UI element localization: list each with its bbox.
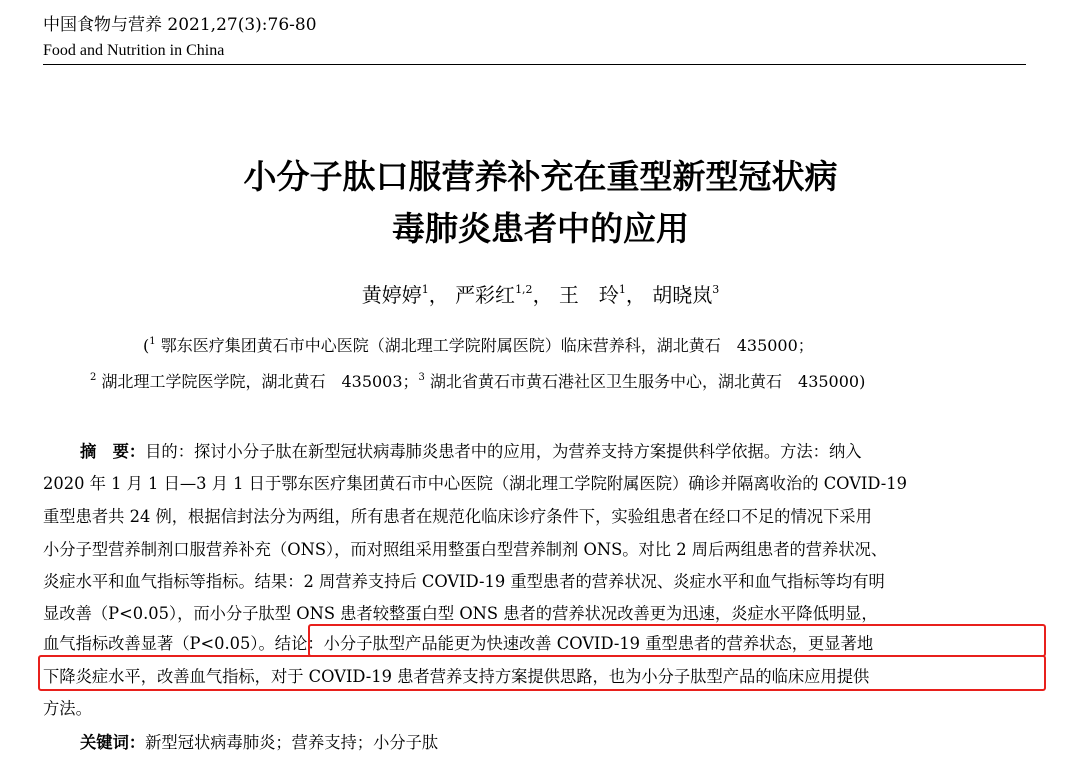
author-name: 王 玲 [558,283,619,307]
abstract-text: 目的：探讨小分子肽在新型冠状病毒肺炎患者中的应用，为营养支持方案提供科学依据。方法：纳入 [145,442,862,461]
abstract-line: 方法。 [43,699,92,718]
article-title-line1: 小分子肽口服营养补充在重型新型冠状病 [243,157,838,196]
abstract-label: 摘 要： [80,442,146,461]
abstract-line [80,438,1028,462]
keywords-text: 新型冠状病毒肺炎；营养支持；小分子肽 [145,733,439,752]
affiliation-line1 [143,333,814,356]
author-separator: ， [532,283,553,307]
author-affiliation-mark: 1 [421,283,429,296]
abstract-line: 显改善（P<0.05），而小分子肽型 ONS 患者较整蛋白型 ONS 患者的营养状况改善更为迅速，炎症水平降低明显， [43,604,878,623]
keywords-label: 关键词： [80,733,146,752]
author-separator: ， [625,283,646,307]
author-separator: ， [428,283,449,307]
affiliation-mark: 1 [149,336,156,347]
author-list [0,279,1081,308]
affiliation-text: 湖北理工学院医学院，湖北黄石 435003； [96,372,419,391]
author-name: 严彩红 [455,283,516,307]
author-name: 胡晓岚 [652,283,713,307]
abstract-line: 炎症水平和血气指标等指标。结果：2 周营养支持后 COVID-19 重型患者的营养状况、炎症水平和血气指标等均有明 [43,572,885,591]
affiliation-text: 湖北省黄石市黄石港社区卫生服务中心，湖北黄石 435000) [424,372,866,391]
author-name: 黄婷婷 [361,283,422,307]
affiliation-mark: 3 [418,372,425,383]
journal-name-en: Food and Nutrition in China [43,42,225,59]
abstract-line: 下降炎症水平，改善血气指标，对于 COVID-19 患者营养支持方案提供思路，也为小分子肽型产品的临床应用提供 [43,667,870,686]
conclusion-highlight-box [38,655,1046,691]
abstract-line: 小分子型营养制剂口服营养补充（ONS），而对照组采用整蛋白型营养制剂 ONS。对比 2 周后两组患者的营养状况、 [43,540,888,559]
journal-name-cn: 中国食物与营养 2021,27(3):76-80 [43,15,317,35]
affiliation-open-paren: ( [143,336,150,355]
abstract-line: 重型患者共 24 例，根据信封法分为两组，所有患者在规范化临床诊疗条件下，实验组患者在经口不足的情况下采用 [43,507,872,526]
author-affiliation-mark: 1,2 [515,283,533,296]
author-affiliation-mark: 1 [618,283,626,296]
abstract-line: 2020 年 1 月 1 日—3 月 1 日于鄂东医疗集团黄石市中心医院（湖北理工学院附属医院）确诊并隔离收治的 COVID-19 [43,474,907,493]
author-affiliation-mark: 3 [712,283,720,296]
affiliation-mark: 2 [90,372,97,383]
keywords-line [80,729,680,753]
affiliation-text: 鄂东医疗集团黄石市中心医院（湖北理工学院附属医院）临床营养科，湖北黄石 435000； [155,336,814,355]
header-rule [43,64,1026,65]
abstract-line: 血气指标改善显著（P<0.05）。结论：小分子肽型产品能更为快速改善 COVID-19 重型患者的营养状态，更显著地 [43,634,874,653]
conclusion-highlight-box [308,624,1046,657]
article-title-line2: 毒肺炎患者中的应用 [392,209,689,248]
affiliation-line2 [90,369,865,392]
